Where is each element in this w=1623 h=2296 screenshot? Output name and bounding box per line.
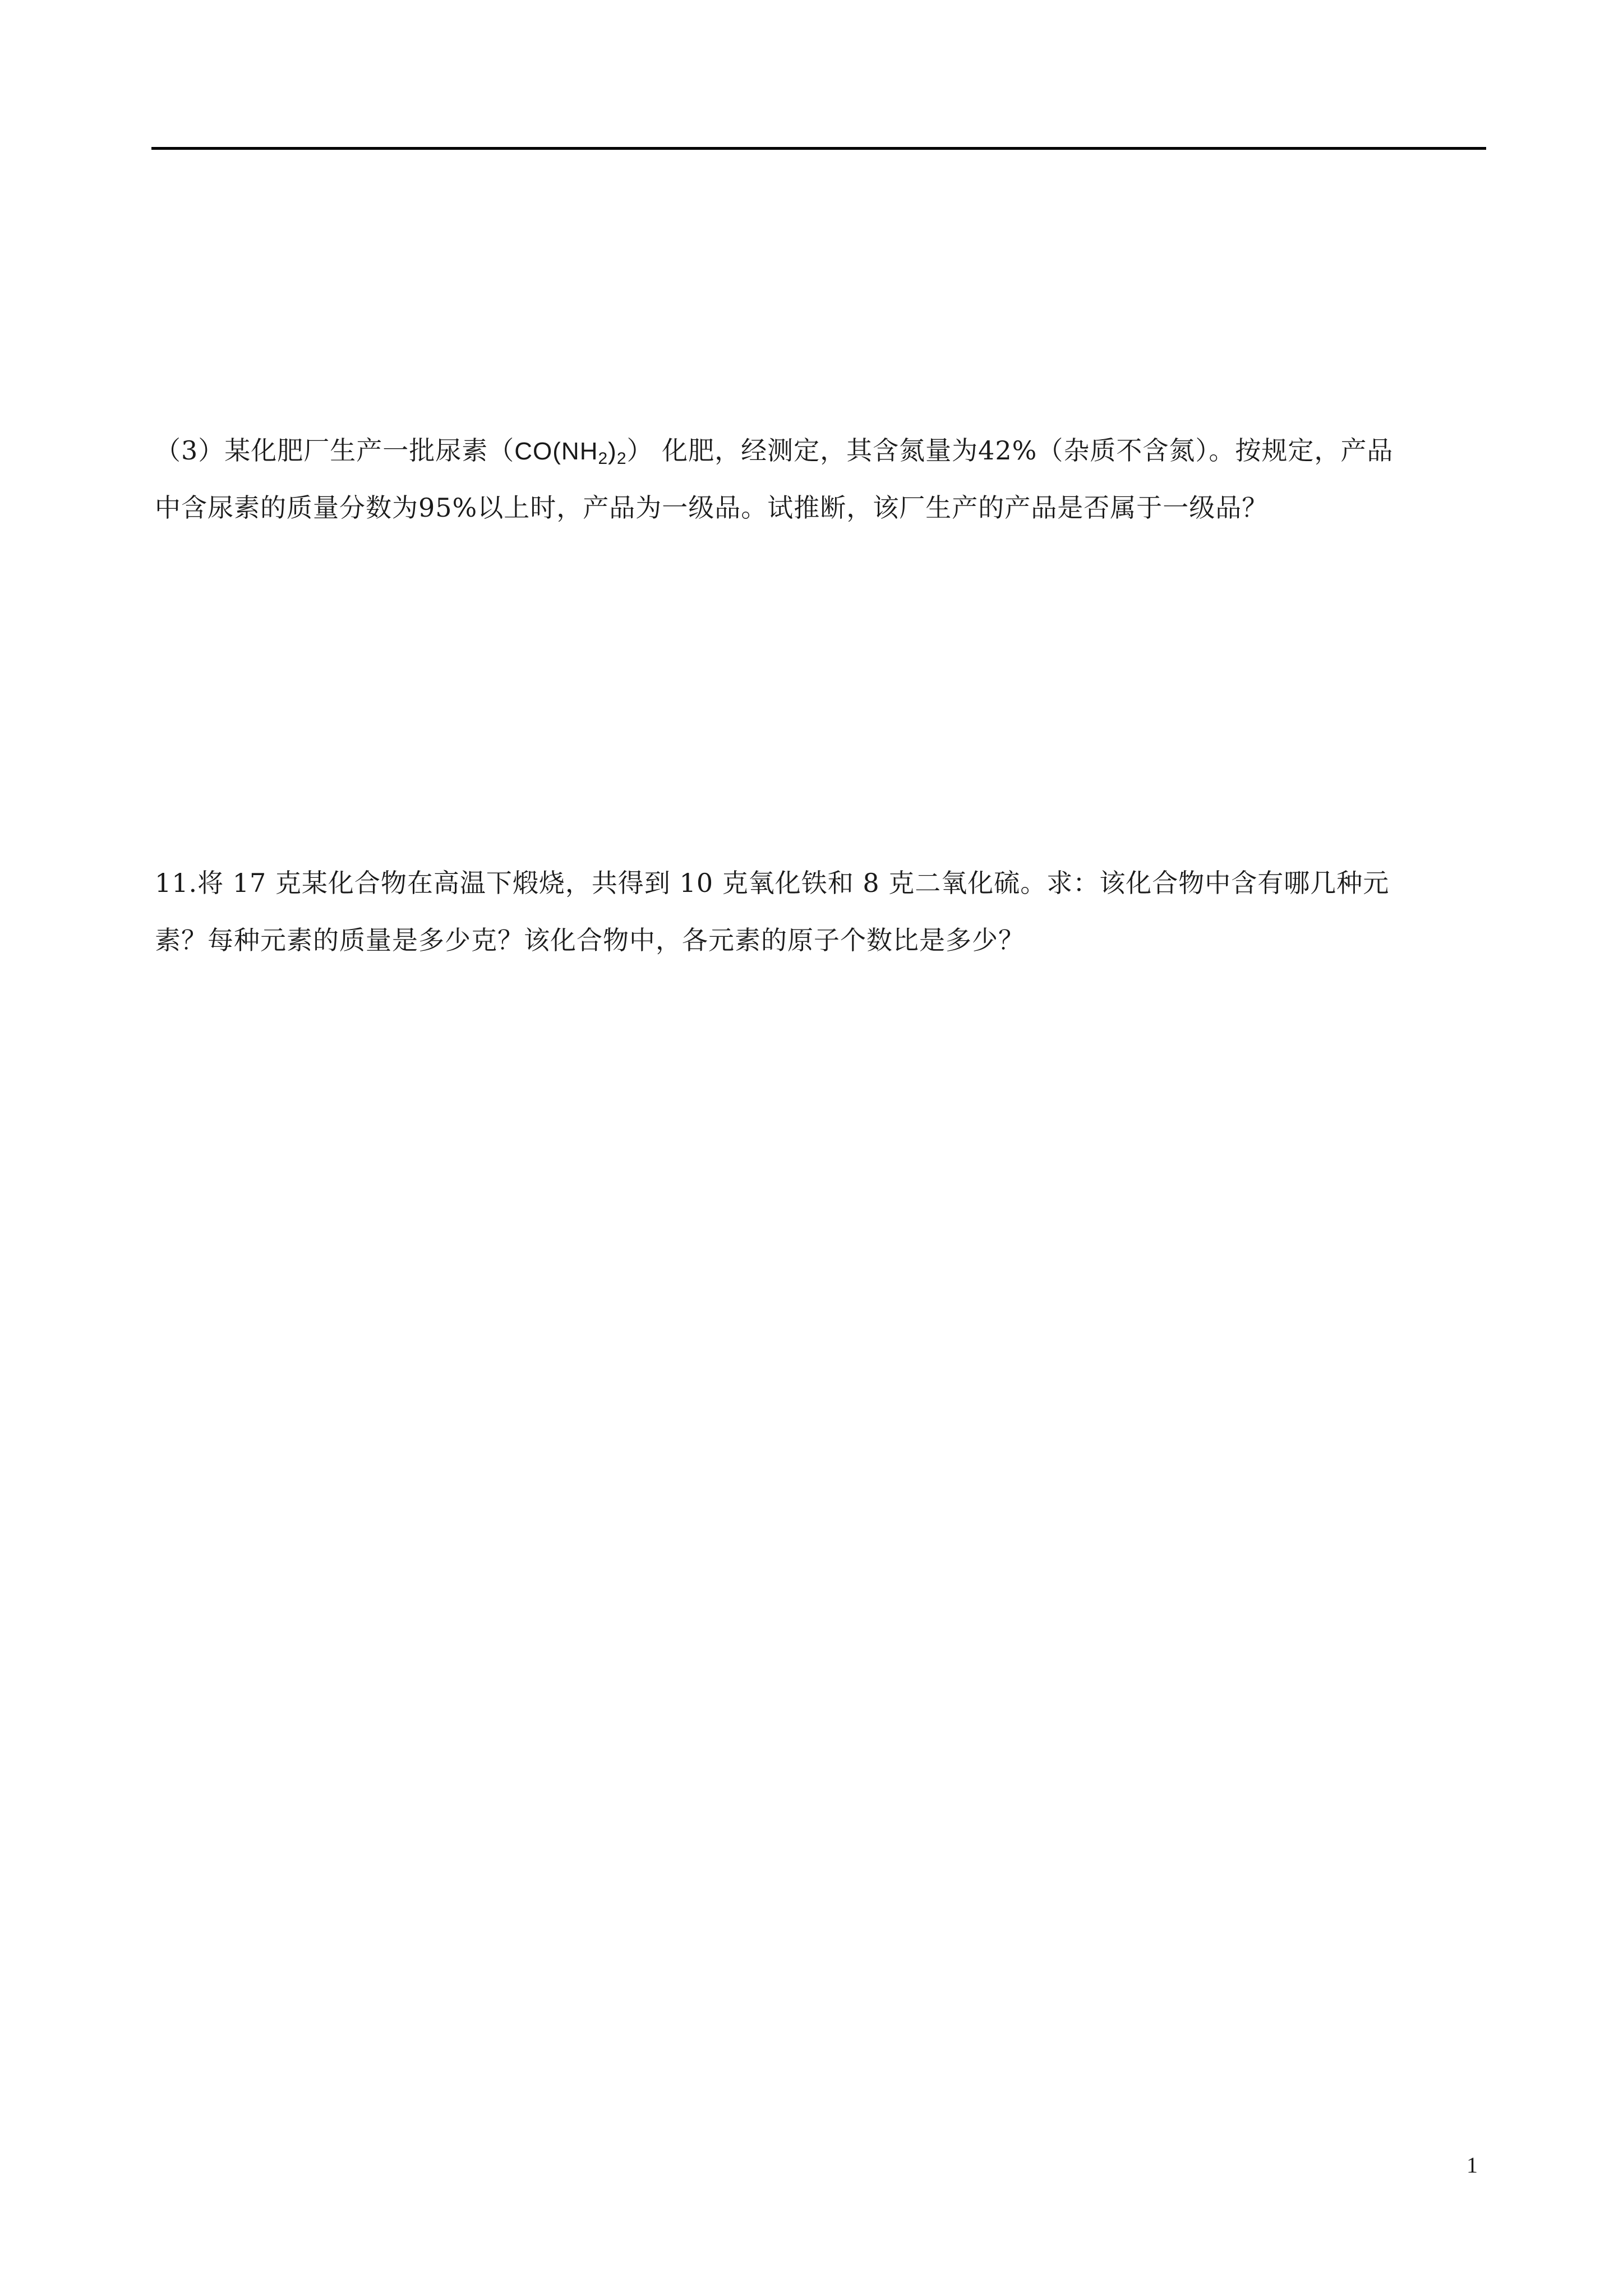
question-11-line-1: 11.将 17 克某化合物在高温下煅烧，共得到 10 克氧化铁和 8 克二氧化硫。求：该化合物中含有哪几种元 bbox=[155, 868, 1390, 898]
question-11 bbox=[155, 854, 1490, 969]
question-3-line-1 bbox=[155, 422, 1490, 479]
question-3-text-start: （3）某化肥厂生产一批尿素（ bbox=[155, 435, 515, 466]
urea-formula bbox=[514, 438, 627, 468]
urea-formula-subscript-1: 2 bbox=[598, 449, 608, 468]
urea-formula-subscript-2: 2 bbox=[616, 449, 627, 468]
question-3-line-2: 中含尿素的质量分数为95%以上时，产品为一级品。试推断，该厂生产的产品是否属于一级品？ bbox=[155, 493, 1269, 523]
page-number: 1 bbox=[1467, 2152, 1478, 2178]
question-3 bbox=[155, 422, 1490, 536]
question-3-text-end: ） 化肥，经测定，其含氮量为42%（杂质不含氮）。按规定，产品 bbox=[626, 435, 1394, 466]
urea-formula-main: CO(NH bbox=[514, 438, 598, 465]
header-rule bbox=[151, 147, 1486, 150]
urea-formula-close: ) bbox=[608, 438, 617, 465]
question-11-line-2: 素？每种元素的质量是多少克？该化合物中，各元素的原子个数比是多少？ bbox=[155, 925, 1025, 955]
